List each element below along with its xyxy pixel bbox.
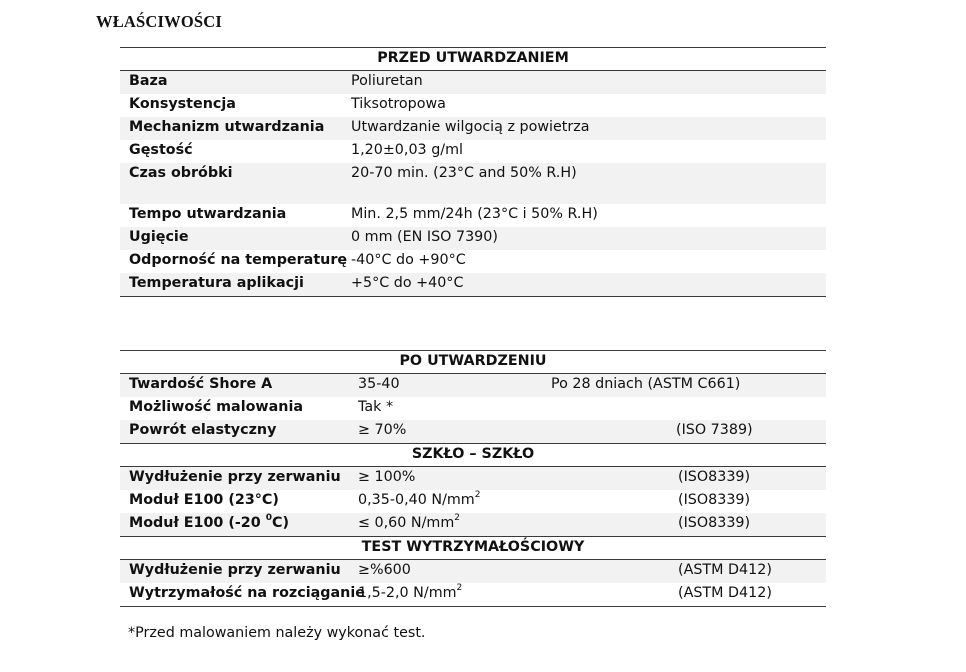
property-value: ≥ 70% <box>358 422 407 438</box>
property-note: Po 28 dniach (ASTM C661) <box>551 376 741 392</box>
property-label: Możliwość malowania <box>129 399 304 415</box>
table-row <box>120 467 826 490</box>
value-text: 0,35-0,40 N/mm <box>358 492 475 508</box>
table-row <box>120 513 826 536</box>
property-value: Poliuretan <box>351 73 423 89</box>
property-value: -40°C do +90°C <box>351 252 466 268</box>
label-text-end: C) <box>271 515 289 531</box>
unit-superscript: 2 <box>454 513 461 523</box>
property-label: Mechanizm utwardzania <box>129 119 325 135</box>
table-row <box>120 490 826 513</box>
property-label: Gęstość <box>129 142 193 158</box>
table-row <box>120 250 826 273</box>
table-row <box>120 273 826 296</box>
property-value: ≥ 100% <box>358 469 416 485</box>
label-text: Moduł E100 (-20 <box>129 515 266 531</box>
property-note: (ISO 7389) <box>676 422 753 438</box>
table-row <box>120 583 826 606</box>
property-value: +5°C do +40°C <box>351 275 464 291</box>
table-row <box>120 204 826 227</box>
table-row <box>120 94 826 117</box>
property-note: (ISO8339) <box>678 492 751 508</box>
property-label: Baza <box>129 73 168 89</box>
before-curing-table <box>120 47 826 297</box>
property-value: Tiksotropowa <box>351 96 446 112</box>
property-label: Konsystencja <box>129 96 236 112</box>
table-row <box>120 117 826 140</box>
section-title: PO UTWARDZENIU <box>399 353 547 369</box>
property-note: (ISO8339) <box>678 515 751 531</box>
property-note: (ASTM D412) <box>678 585 772 601</box>
property-value: 35-40 <box>358 376 400 392</box>
table-header <box>120 47 826 71</box>
unit-superscript: 2 <box>474 490 481 500</box>
property-label: Powrót elastyczny <box>129 422 277 438</box>
section-title: SZKŁO – SZKŁO <box>411 446 535 462</box>
table-row <box>120 560 826 583</box>
page-title: WŁAŚCIWOŚCI <box>96 12 222 31</box>
after-curing-table <box>120 350 826 607</box>
property-value <box>358 515 460 531</box>
property-label: Wydłużenie przy zerwaniu <box>129 469 341 485</box>
property-label: Ugięcie <box>129 229 189 245</box>
label-superscript: 0 <box>265 513 272 523</box>
property-value: Utwardzanie wilgocią z powietrza <box>351 119 590 135</box>
property-label: Twardość Shore A <box>129 376 273 392</box>
section-title: TEST WYTRZYMAŁOŚCIOWY <box>361 539 585 555</box>
table-row <box>120 420 826 443</box>
table-bottom-rule <box>120 606 826 607</box>
table-header <box>120 443 826 467</box>
property-value <box>358 585 462 601</box>
value-text: ≤ 0,60 N/mm <box>358 515 455 531</box>
unit-superscript: 2 <box>456 583 463 593</box>
footnote: *Przed malowaniem należy wykonać test. <box>128 625 426 641</box>
property-label: Czas obróbki <box>129 165 233 181</box>
property-label: Wytrzymałość na rozciąganie <box>129 585 365 601</box>
property-note: (ASTM D412) <box>678 562 772 578</box>
table-header <box>120 350 826 374</box>
property-label: Wydłużenie przy zerwaniu <box>129 562 341 578</box>
property-value: Min. 2,5 mm/24h (23°C i 50% R.H) <box>351 206 598 222</box>
property-label: Temperatura aplikacji <box>129 275 304 291</box>
property-value: ≥%600 <box>358 562 411 578</box>
table-bottom-rule <box>120 296 826 297</box>
table-row <box>120 71 826 94</box>
table-row <box>120 397 826 420</box>
property-label: Odporność na temperaturę <box>129 252 348 268</box>
property-value: 1,20±0,03 g/ml <box>351 142 463 158</box>
table-row <box>120 227 826 250</box>
section-title: PRZED UTWARDZANIEM <box>377 50 569 66</box>
property-label: Moduł E100 (23°C) <box>129 492 279 508</box>
table-header <box>120 536 826 560</box>
property-value: Tak * <box>358 399 394 415</box>
property-label: Tempo utwardzania <box>129 206 287 222</box>
property-value <box>358 492 480 508</box>
value-text: 1,5-2,0 N/mm <box>358 585 457 601</box>
table-row <box>120 140 826 163</box>
table-row <box>120 374 826 397</box>
property-note: (ISO8339) <box>678 469 751 485</box>
table-row <box>120 163 826 204</box>
property-label <box>129 515 289 531</box>
property-value: 20-70 min. (23°C and 50% R.H) <box>351 165 577 181</box>
property-value: 0 mm (EN ISO 7390) <box>351 229 498 245</box>
